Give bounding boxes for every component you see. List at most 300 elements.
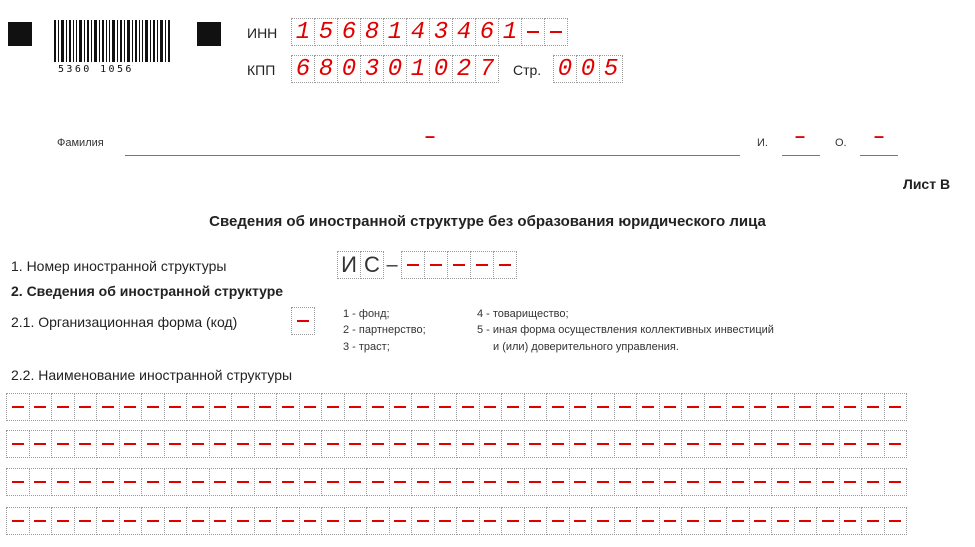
name-grid-dash [147,520,159,522]
name-grid-cell[interactable] [321,430,345,458]
name-grid-cell[interactable] [479,468,503,496]
name-grid-cell[interactable] [434,393,458,421]
name-grid-dash [754,443,766,445]
name-grid-dash [529,481,541,483]
org-form-code-cell[interactable] [291,307,315,335]
name-grid-cell[interactable] [749,430,773,458]
name-grid-row [6,430,906,458]
name-grid-cell[interactable] [569,393,593,421]
name-grid-cell[interactable] [344,468,368,496]
name-grid-cell[interactable] [299,507,323,535]
name-grid-cell[interactable] [749,393,773,421]
name-grid-dash [304,520,316,522]
initial-o-line[interactable] [860,155,898,156]
name-grid-cell[interactable] [29,393,53,421]
name-grid-cell[interactable] [321,468,345,496]
name-grid-cell[interactable] [366,430,390,458]
inn-cell[interactable]: 6 [337,18,361,46]
corner-marker-right [197,22,221,46]
name-grid-cell[interactable] [861,393,885,421]
name-grid-cell[interactable] [704,430,728,458]
inn-cell[interactable]: 6 [475,18,499,46]
name-grid-cell[interactable] [164,430,188,458]
name-grid-dash [169,520,181,522]
name-grid-dash [799,443,811,445]
name-grid-cell[interactable] [884,430,908,458]
name-grid-dash [372,443,384,445]
name-grid-cell[interactable] [704,393,728,421]
name-grid-cell[interactable] [321,507,345,535]
name-grid-cell[interactable] [299,393,323,421]
field-1-label: 1. Номер иностранной структуры [11,258,227,274]
name-grid-dash [619,406,631,408]
name-grid-cell[interactable] [591,393,615,421]
name-grid-dash [439,406,451,408]
name-grid-dash [552,443,564,445]
name-grid-dash [12,406,24,408]
name-grid-cell[interactable] [6,507,30,535]
structure-number-cell[interactable] [493,251,517,279]
name-grid-cell[interactable] [276,468,300,496]
name-grid-cell[interactable] [141,507,165,535]
code-5-continued: и (или) доверительного управления. [493,341,679,353]
name-grid-cell[interactable] [321,393,345,421]
name-grid-cell[interactable] [164,507,188,535]
name-grid-cell[interactable] [209,393,233,421]
name-grid-cell[interactable] [861,507,885,535]
name-grid-dash [214,443,226,445]
name-grid-cell[interactable] [546,393,570,421]
name-grid-cell[interactable] [749,468,773,496]
name-grid-cell[interactable] [74,507,98,535]
name-grid-cell[interactable] [681,393,705,421]
name-grid-dash [282,443,294,445]
structure-number-dash [499,264,511,266]
name-grid-dash [507,481,519,483]
name-grid-cell[interactable] [636,430,660,458]
name-grid-cell[interactable] [636,393,660,421]
name-grid-cell[interactable] [456,393,480,421]
name-grid-cell[interactable] [366,393,390,421]
name-grid-cell[interactable] [591,468,615,496]
name-grid-cell[interactable] [6,468,30,496]
name-grid-dash [619,443,631,445]
name-grid-cell[interactable] [636,468,660,496]
name-grid-cell[interactable] [546,507,570,535]
name-grid-dash [507,406,519,408]
name-grid-cell[interactable] [6,393,30,421]
name-grid-dash [822,406,834,408]
name-grid-cell[interactable] [51,430,75,458]
name-grid-cell[interactable] [411,507,435,535]
org-form-code-field[interactable] [291,307,314,335]
name-grid-cell[interactable] [681,468,705,496]
name-grid-dash [867,481,879,483]
structure-number-cell[interactable] [470,251,494,279]
structure-number-cell[interactable] [447,251,471,279]
name-grid-dash [574,481,586,483]
name-grid-cell[interactable] [186,393,210,421]
name-grid-cell[interactable] [411,468,435,496]
name-grid-cell[interactable] [96,468,120,496]
name-grid-dash [754,481,766,483]
name-grid-cell[interactable] [254,468,278,496]
page-number-field[interactable] [553,55,622,83]
name-grid-cell[interactable] [524,468,548,496]
name-grid-dash [732,520,744,522]
structure-number-cell[interactable] [401,251,425,279]
name-grid-cell[interactable] [816,393,840,421]
name-grid-dash [552,406,564,408]
name-grid-cell[interactable] [771,507,795,535]
name-grid-cell[interactable] [614,430,638,458]
name-grid-cell[interactable] [569,468,593,496]
name-grid-cell[interactable] [186,468,210,496]
name-grid-dash [664,481,676,483]
name-grid-cell[interactable] [254,507,278,535]
name-grid-cell[interactable] [29,468,53,496]
structure-number-dash [430,264,442,266]
inn-cell[interactable]: 1 [383,18,407,46]
name-grid-cell[interactable] [726,507,750,535]
name-grid-cell[interactable] [74,393,98,421]
structure-number-separator: – [386,253,398,276]
name-grid-dash [327,520,339,522]
name-grid-cell[interactable] [186,430,210,458]
name-grid-cell[interactable] [299,430,323,458]
name-grid-cell[interactable] [231,430,255,458]
name-grid-cell[interactable] [839,393,863,421]
name-grid-cell[interactable] [434,430,458,458]
name-grid-cell[interactable] [389,468,413,496]
name-grid-dash [147,406,159,408]
name-grid-dash [349,443,361,445]
name-grid-cell[interactable] [254,393,278,421]
structure-number-field[interactable] [337,251,516,279]
name-grid-cell[interactable] [524,507,548,535]
name-grid-cell[interactable] [839,468,863,496]
kpp-field[interactable] [291,55,498,83]
name-grid-cell[interactable] [389,430,413,458]
inn-cell[interactable]: 5 [314,18,338,46]
name-grid-cell[interactable] [861,468,885,496]
name-grid-dash [12,481,24,483]
name-grid-cell[interactable] [51,507,75,535]
name-grid-dash [12,520,24,522]
kpp-cell[interactable]: 7 [475,55,499,83]
name-grid-dash [237,520,249,522]
name-grid-dash [147,481,159,483]
name-grid-cell[interactable] [771,468,795,496]
name-grid-cell[interactable] [524,430,548,458]
name-grid-cell[interactable] [456,507,480,535]
name-grid-cell[interactable] [501,393,525,421]
name-grid-cell[interactable] [681,507,705,535]
name-grid-cell[interactable] [29,430,53,458]
name-grid-dash [754,520,766,522]
name-grid-dash [732,406,744,408]
inn-cell[interactable]: 4 [452,18,476,46]
name-grid-row [6,393,906,421]
name-grid-dash [777,443,789,445]
name-grid-dash [102,481,114,483]
name-grid-cell[interactable] [276,430,300,458]
structure-number-cell[interactable] [424,251,448,279]
name-grid-cell[interactable] [141,468,165,496]
page-cell[interactable]: 0 [553,55,577,83]
section-title: Сведения об иностранной структуре без образования юридического лица [209,213,766,230]
name-grid-cell[interactable] [186,507,210,535]
name-grid-cell[interactable] [501,430,525,458]
name-grid-dash [304,406,316,408]
name-grid-cell[interactable] [501,507,525,535]
name-grid-cell[interactable] [839,507,863,535]
name-grid-dash [889,406,901,408]
name-grid-dash [394,443,406,445]
name-grid-cell[interactable] [96,507,120,535]
name-grid-cell[interactable] [794,430,818,458]
name-grid-cell[interactable] [96,393,120,421]
name-grid-cell[interactable] [771,393,795,421]
name-grid-cell[interactable] [636,507,660,535]
kpp-cell[interactable]: 2 [452,55,476,83]
name-grid-cell[interactable] [479,430,503,458]
surname-label: Фамилия [57,137,104,149]
name-grid-cell[interactable] [411,393,435,421]
inn-cell[interactable]: 8 [360,18,384,46]
name-grid-dash [574,443,586,445]
name-grid-cell[interactable] [546,430,570,458]
name-grid-dash [709,406,721,408]
inn-cell[interactable]: 3 [429,18,453,46]
name-grid-dash [754,406,766,408]
name-grid-dash [597,406,609,408]
name-grid-cell[interactable] [726,430,750,458]
name-grid-cell[interactable] [794,393,818,421]
name-grid-dash [214,520,226,522]
name-grid-cell[interactable] [119,468,143,496]
kpp-cell[interactable]: 0 [337,55,361,83]
name-grid-cell[interactable] [434,468,458,496]
structure-number-dash [407,264,419,266]
name-grid-cell[interactable] [569,430,593,458]
name-grid-cell[interactable] [749,507,773,535]
name-grid-cell[interactable] [456,430,480,458]
name-grid-cell[interactable] [96,430,120,458]
name-grid-dash [34,481,46,483]
name-grid-cell[interactable] [524,393,548,421]
name-grid-cell[interactable] [546,468,570,496]
name-grid-cell[interactable] [726,393,750,421]
name-grid-cell[interactable] [254,430,278,458]
name-grid-cell[interactable] [51,468,75,496]
name-grid-dash [822,481,834,483]
name-grid-dash [57,406,69,408]
name-grid-cell[interactable] [501,468,525,496]
name-grid-cell[interactable] [614,468,638,496]
name-grid-cell[interactable] [659,393,683,421]
name-grid-cell[interactable] [569,507,593,535]
name-grid-dash [102,520,114,522]
name-grid-dash [799,481,811,483]
name-grid-cell[interactable] [816,468,840,496]
name-grid-cell[interactable] [344,393,368,421]
corner-marker-left [8,22,32,46]
name-grid-dash [259,443,271,445]
initial-o-label: О. [835,137,847,149]
name-grid-dash [349,520,361,522]
name-grid-dash [282,520,294,522]
name-grid-cell[interactable] [164,468,188,496]
sheet-label: Лист В [903,176,951,192]
inn-cell[interactable] [544,18,568,46]
name-grid-dash [529,520,541,522]
name-grid-cell[interactable] [344,430,368,458]
name-grid-dash [34,406,46,408]
name-grid-cell[interactable] [51,393,75,421]
name-grid-cell[interactable] [794,507,818,535]
name-grid-cell[interactable] [141,430,165,458]
kpp-cell[interactable]: 8 [314,55,338,83]
name-grid-dash [844,520,856,522]
name-grid-cell[interactable] [119,430,143,458]
name-grid-dash [889,443,901,445]
name-grid-cell[interactable] [816,430,840,458]
name-grid-cell[interactable] [659,468,683,496]
name-grid-dash [79,481,91,483]
name-grid-cell[interactable] [209,430,233,458]
name-grid-cell[interactable] [794,468,818,496]
name-grid-cell[interactable] [74,430,98,458]
name-grid-dash [867,520,879,522]
name-grid-dash [192,443,204,445]
name-grid-cell[interactable] [366,468,390,496]
name-grid-cell[interactable] [771,430,795,458]
name-grid-dash [484,443,496,445]
name-grid-dash [529,443,541,445]
name-grid-cell[interactable] [591,507,615,535]
name-grid-dash [169,406,181,408]
name-grid-cell[interactable] [726,468,750,496]
name-grid-cell[interactable] [479,507,503,535]
name-grid-cell[interactable] [119,507,143,535]
name-grid-cell[interactable] [389,507,413,535]
name-grid-dash [372,406,384,408]
name-grid-dash [237,481,249,483]
name-grid-dash [417,443,429,445]
name-grid-cell[interactable] [479,393,503,421]
surname-line[interactable] [125,155,740,156]
name-grid-cell[interactable] [884,507,908,535]
name-grid-cell[interactable] [681,430,705,458]
inn-cell[interactable]: 4 [406,18,430,46]
name-grid-dash [237,443,249,445]
name-grid-cell[interactable] [299,468,323,496]
code-5: 5 - иная форма осуществления коллективных инвестиций [477,324,774,336]
name-grid-dash [102,406,114,408]
name-grid-dash [574,406,586,408]
name-grid-dash [439,443,451,445]
name-grid-cell[interactable] [29,507,53,535]
name-grid-dash [844,481,856,483]
name-grid-cell[interactable] [434,507,458,535]
name-grid-cell[interactable] [704,507,728,535]
name-grid-cell[interactable] [209,507,233,535]
kpp-label: КПП [247,62,276,78]
kpp-cell[interactable]: 0 [383,55,407,83]
name-grid-cell[interactable] [366,507,390,535]
name-grid-cell[interactable] [704,468,728,496]
name-grid-cell[interactable] [861,430,885,458]
name-grid-dash [462,443,474,445]
inn-cell[interactable]: 1 [498,18,522,46]
name-grid-dash [372,520,384,522]
name-grid-dash [642,481,654,483]
name-grid-cell[interactable] [614,507,638,535]
name-grid-row [6,507,906,535]
name-grid-dash [619,520,631,522]
page-label: Стр. [513,62,542,78]
name-grid-cell[interactable] [614,393,638,421]
name-grid-cell[interactable] [816,507,840,535]
name-grid-dash [79,520,91,522]
name-grid-dash [34,443,46,445]
initial-i-line[interactable] [782,155,820,156]
name-grid-cell[interactable] [231,393,255,421]
inn-cell[interactable] [521,18,545,46]
name-grid-cell[interactable] [164,393,188,421]
kpp-cell[interactable]: 3 [360,55,384,83]
name-grid-dash [507,443,519,445]
inn-field[interactable] [291,18,567,46]
name-grid-dash [102,443,114,445]
name-grid-dash [687,406,699,408]
code-3: 3 - траст; [343,341,390,353]
name-grid-cell[interactable] [389,393,413,421]
name-grid-cell[interactable] [456,468,480,496]
name-grid-cell[interactable] [74,468,98,496]
name-grid-dash [867,443,879,445]
page-cell[interactable]: 0 [576,55,600,83]
name-grid-cell[interactable] [209,468,233,496]
name-grid-dash [462,406,474,408]
kpp-cell[interactable]: 1 [406,55,430,83]
name-grid-dash [844,406,856,408]
name-grid-cell[interactable] [884,393,908,421]
name-grid-dash [709,443,721,445]
name-grid-cell[interactable] [591,430,615,458]
name-grid-cell[interactable] [659,430,683,458]
name-grid-cell[interactable] [276,507,300,535]
name-grid-cell[interactable] [659,507,683,535]
name-grid-cell[interactable] [6,430,30,458]
name-grid-cell[interactable] [839,430,863,458]
name-grid-cell[interactable] [344,507,368,535]
name-grid-cell[interactable] [231,507,255,535]
kpp-cell[interactable]: 6 [291,55,315,83]
name-grid-cell[interactable] [119,393,143,421]
name-grid-cell[interactable] [141,393,165,421]
name-grid-cell[interactable] [411,430,435,458]
name-grid-dash [124,520,136,522]
page-cell[interactable]: 5 [599,55,623,83]
kpp-cell[interactable]: 0 [429,55,453,83]
name-grid-cell[interactable] [276,393,300,421]
name-grid-cell[interactable] [884,468,908,496]
inn-cell[interactable]: 1 [291,18,315,46]
name-grid-cell[interactable] [231,468,255,496]
name-grid-dash [709,520,721,522]
